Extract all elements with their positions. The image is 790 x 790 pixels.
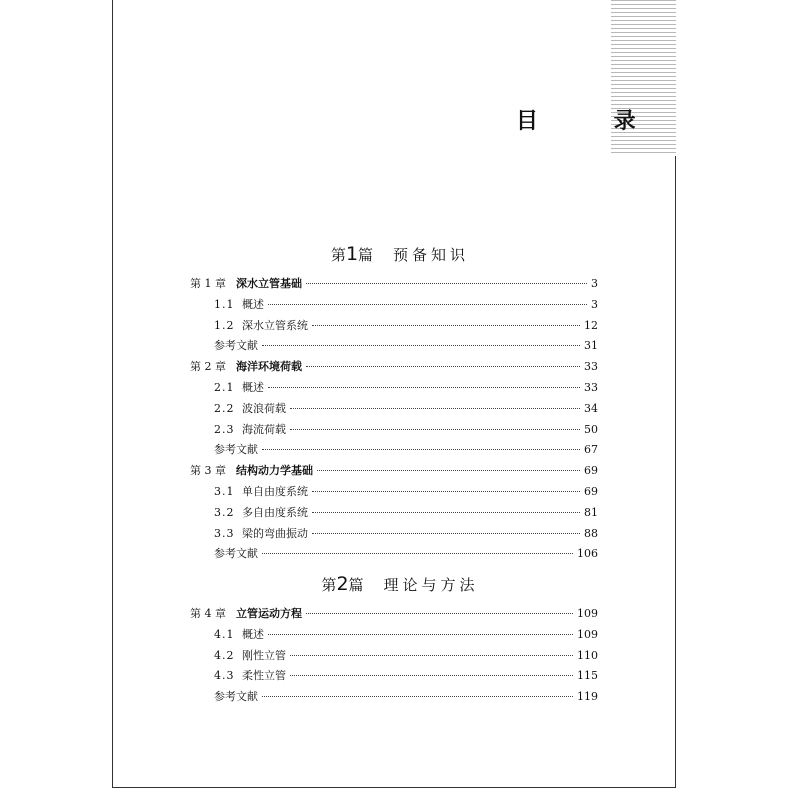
part-heading xyxy=(200,243,600,265)
entry-page-number: 12 xyxy=(584,318,598,332)
toc-entry-chapter[interactable] xyxy=(190,275,598,295)
toc-entry-section[interactable] xyxy=(214,525,598,545)
entry-title: 海流荷载 xyxy=(242,422,286,436)
dot-leader xyxy=(290,407,580,409)
entry-page-number: 33 xyxy=(584,360,598,374)
entry-title: 概述 xyxy=(242,297,264,311)
entry-title: 概述 xyxy=(242,627,264,641)
entry-number: 4.2 xyxy=(214,648,235,662)
entry-title: 结构动力学基础 xyxy=(236,464,313,478)
entry-title: 参考文献 xyxy=(214,547,258,561)
toc-entry-section[interactable] xyxy=(214,379,598,399)
entry-number: 第 3 章 xyxy=(190,464,226,478)
entry-number: 第 1 章 xyxy=(190,277,226,290)
entry-title: 概述 xyxy=(242,381,264,394)
toc-entry-section[interactable] xyxy=(214,667,598,687)
dot-leader xyxy=(262,695,573,697)
toc-entry-section[interactable] xyxy=(214,483,598,503)
entry-page-number: 33 xyxy=(584,381,598,394)
part-number: 2 xyxy=(336,573,349,595)
entry-page-number: 67 xyxy=(584,443,598,457)
entry-title: 参考文献 xyxy=(214,339,258,353)
toc-entry-chapter[interactable] xyxy=(190,605,598,625)
toc-entry-ref[interactable] xyxy=(214,688,598,708)
entry-title: 参考文献 xyxy=(214,443,258,457)
entry-number: 1.1 xyxy=(214,297,235,311)
entry-page-number: 109 xyxy=(577,607,598,620)
entry-number: 3.2 xyxy=(214,505,235,519)
entry-number: 1.2 xyxy=(214,318,235,332)
dot-leader xyxy=(312,511,580,513)
part-name: 预备知识 xyxy=(393,246,470,264)
entry-number: 2.2 xyxy=(214,401,235,415)
entry-page-number: 3 xyxy=(591,297,598,311)
entry-number: 3.1 xyxy=(214,485,235,498)
entry-title: 单自由度系统 xyxy=(242,485,308,498)
dot-leader xyxy=(262,344,580,346)
page-title: 目 录 xyxy=(516,109,670,134)
entry-title: 柔性立管 xyxy=(242,669,286,683)
dot-leader xyxy=(312,532,580,534)
part-number: 1 xyxy=(345,243,359,265)
entry-page-number: 115 xyxy=(577,669,598,683)
entry-page-number: 109 xyxy=(577,627,598,641)
entry-page-number: 69 xyxy=(584,485,598,498)
entry-number: 4.1 xyxy=(214,627,235,641)
toc-entry-section[interactable] xyxy=(214,647,598,667)
entry-page-number: 50 xyxy=(584,422,598,436)
dot-leader xyxy=(268,303,587,305)
toc-entry-section[interactable] xyxy=(214,296,598,316)
entry-title: 刚性立管 xyxy=(242,648,286,662)
entry-page-number: 106 xyxy=(577,547,598,561)
toc-entry-chapter[interactable] xyxy=(190,358,598,378)
toc-entry-chapter[interactable] xyxy=(190,462,598,482)
toc-entry-section[interactable] xyxy=(214,400,598,420)
dot-leader xyxy=(317,469,580,471)
entry-number: 第 2 章 xyxy=(190,360,226,374)
dot-leader xyxy=(306,282,587,284)
dot-leader xyxy=(262,448,580,450)
entry-title: 梁的弯曲振动 xyxy=(242,526,308,540)
entry-page-number: 88 xyxy=(584,526,598,540)
entry-number: 第 4 章 xyxy=(190,607,226,620)
entry-title: 深水立管基础 xyxy=(236,277,302,290)
dot-leader xyxy=(306,612,573,614)
dot-leader xyxy=(262,552,573,554)
dot-leader xyxy=(306,365,580,367)
part-suffix: 篇 xyxy=(348,576,364,594)
entry-title: 立管运动方程 xyxy=(236,607,302,620)
entry-page-number: 3 xyxy=(591,277,598,290)
dot-leader xyxy=(312,490,580,492)
toc-entry-ref[interactable] xyxy=(214,545,598,565)
part-name: 理论与方法 xyxy=(383,576,479,594)
entry-number: 4.3 xyxy=(214,669,235,683)
part-prefix: 第 xyxy=(330,246,346,264)
toc-entry-section[interactable] xyxy=(214,504,598,524)
entry-title: 波浪荷载 xyxy=(242,401,286,415)
dot-leader xyxy=(268,386,580,388)
entry-title: 海洋环境荷载 xyxy=(236,360,302,374)
dot-leader xyxy=(268,633,573,635)
entry-page-number: 119 xyxy=(577,690,598,704)
toc-entry-ref[interactable] xyxy=(214,337,598,357)
entry-title: 多自由度系统 xyxy=(242,505,308,519)
entry-page-number: 81 xyxy=(584,505,598,519)
entry-title: 深水立管系统 xyxy=(242,318,308,332)
entry-page-number: 34 xyxy=(584,401,598,415)
dot-leader xyxy=(290,674,573,676)
entry-page-number: 69 xyxy=(584,464,598,478)
toc-entry-section[interactable] xyxy=(214,626,598,646)
part-prefix: 第 xyxy=(321,576,337,594)
part-suffix: 篇 xyxy=(358,246,374,264)
dot-leader xyxy=(290,428,580,430)
toc-entry-ref[interactable] xyxy=(214,441,598,461)
entry-page-number: 110 xyxy=(577,648,598,662)
entry-page-number: 31 xyxy=(584,339,598,353)
entry-number: 3.3 xyxy=(214,526,235,540)
dot-leader xyxy=(290,654,573,656)
entry-number: 2.1 xyxy=(214,381,235,394)
dot-leader xyxy=(312,324,580,326)
entry-number: 2.3 xyxy=(214,422,235,436)
part-heading xyxy=(200,573,600,595)
entry-title: 参考文献 xyxy=(214,690,258,704)
toc-entry-section[interactable] xyxy=(214,317,598,337)
toc-entry-section[interactable] xyxy=(214,421,598,441)
